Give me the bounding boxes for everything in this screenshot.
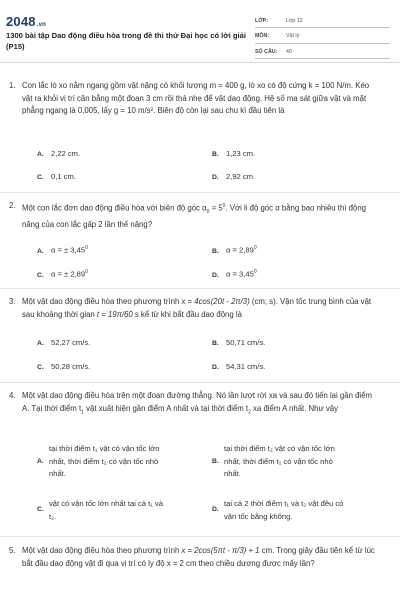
option-d[interactable] [212, 266, 257, 282]
option-b[interactable] [212, 337, 265, 350]
option-label: D. [212, 271, 219, 279]
subscript: 1 [81, 409, 84, 416]
subscript: 0 [206, 209, 210, 216]
option-label: B. [212, 247, 219, 255]
question-text [22, 390, 380, 419]
question-separator [0, 536, 400, 537]
option-label: D. [212, 506, 219, 513]
header-divider [0, 62, 400, 63]
option-line: vật có vận tốc lớn nhất tại cả t₁ và [49, 499, 163, 508]
document-header [0, 0, 400, 62]
info-label: SỐ CÂU: [255, 48, 278, 55]
question-text: Con lắc lò xo nằm ngang gồm vật nặng có khối lượng m = 400 g, lò xo có độ cứng k = 100 N/m. Kéo vật ra khỏi vị trí cân bằng một đoạn 3 cm rồi thả nhẹ để vật dao động. Hệ số ma sát giữa vật và mặt phẳng ngang là 0,005, lấy g = 10 m/s². Biên độ còn lại sau chu kì đầu tiên là [22, 81, 370, 115]
formula: x = 4cos(20t - 2π/3) [181, 297, 250, 306]
degree-sup: 0 [85, 269, 88, 275]
question-text [22, 296, 380, 321]
formula: x = 2cos(5πt - π/3) + 1 [181, 546, 260, 555]
option-label: A. [37, 247, 44, 255]
option-label: B. [212, 151, 219, 158]
option-label: A. [37, 340, 44, 347]
info-value: Vật lý [286, 33, 300, 39]
question-text-part: xa điểm A nhất. Như vậy [250, 403, 339, 413]
option-d[interactable] [212, 498, 384, 523]
question-5 [9, 545, 380, 570]
option-line: nhất, thời điểm t₂ có vận tốc nhỏ [49, 456, 159, 466]
superscript: 0 [222, 203, 226, 209]
option-text: 52,27 cm/s. [51, 338, 91, 347]
option-b[interactable] [212, 443, 384, 481]
question-4 [9, 390, 380, 419]
question-number: 4. [9, 391, 16, 400]
degree-sup: 0 [85, 245, 88, 251]
option-text: 2,92 cm. [226, 172, 256, 181]
question-text [22, 545, 380, 570]
question-text [22, 200, 380, 231]
option-line: tại thời điểm t₂ vật có vận tốc lớn [224, 444, 335, 453]
option-a[interactable] [37, 242, 88, 258]
option-text [224, 443, 384, 481]
degree-sup: 0 [253, 269, 257, 275]
logo-domain-text: .vn [36, 22, 47, 28]
question-number: 3. [9, 297, 16, 306]
formula: t = 19π/60 [96, 309, 133, 319]
option-text: 50,71 cm/s. [226, 338, 266, 347]
option-text: α = 3,45 [226, 269, 254, 279]
option-text: α = ± 2,89 [51, 269, 86, 279]
question-text-part: = 5 [209, 203, 223, 213]
question-text-part: Một vật dao động điều hòa theo phương trình [22, 297, 182, 306]
option-text [49, 498, 207, 523]
option-label: B. [212, 340, 219, 347]
option-text: α = 2,89 [226, 245, 254, 255]
option-line: vận tốc bằng không. [224, 511, 293, 521]
option-label: B. [212, 457, 219, 465]
option-text: 54,31 cm/s. [226, 362, 266, 371]
option-line: nhất, thời điểm t₁ có vận tốc nhỏ [224, 456, 333, 466]
option-text: 1,23 cm. [226, 149, 256, 158]
option-c[interactable] [37, 266, 88, 282]
question-number: 5. [9, 546, 16, 555]
option-text [49, 443, 207, 481]
question-text-part: vật xuất hiện gần điểm A nhất và tại thời điểm t [83, 403, 249, 413]
question-number: 1. [9, 81, 16, 90]
question-text-part: Một con lắc đơn dao động điều hòa với biên độ góc α [22, 203, 207, 213]
info-row-question-count [255, 45, 390, 59]
document-title: 1300 bài tập Dao động điều hòa trong đề thi thử Đại học có lời giải (P15) [6, 31, 246, 51]
option-a[interactable] [37, 337, 90, 350]
option-d[interactable] [212, 361, 265, 374]
option-line: tại thời điểm t₁ vật có vận tốc lớn [49, 444, 160, 453]
subscript: 2 [248, 409, 251, 416]
option-a[interactable] [37, 148, 80, 161]
option-c[interactable] [37, 171, 76, 184]
logo-main-text: 2048 [6, 14, 36, 29]
site-logo[interactable] [6, 14, 46, 29]
option-label: A. [37, 151, 44, 158]
question-text-part: s kể từ khi bắt đầu dao động là [132, 309, 242, 319]
option-text [224, 498, 384, 523]
question-number: 2. [9, 201, 16, 210]
question-text-part: . Với li độ góc α bằng bao nhiêu thì động năng của con lắc gấp 2 lần thế năng? [22, 203, 366, 229]
info-row-subject [255, 30, 390, 44]
info-label: LỚP: [255, 17, 269, 24]
option-label: C. [37, 174, 44, 181]
option-text: α = ± 3,45 [51, 245, 86, 255]
question-separator [0, 192, 400, 193]
option-text: 0,1 cm. [51, 172, 76, 181]
option-line: t₂. [49, 511, 57, 521]
option-label: D. [212, 364, 219, 371]
option-label: C. [37, 364, 44, 371]
option-label: A. [37, 457, 44, 465]
question-separator [0, 382, 400, 383]
degree-sup: 0 [253, 245, 257, 251]
option-text: 50,28 cm/s. [51, 362, 91, 371]
info-label: MÔN: [255, 33, 270, 39]
option-text: 2,22 cm. [51, 149, 81, 158]
option-label: C. [37, 271, 44, 279]
option-c[interactable] [37, 361, 90, 374]
option-label: C. [37, 506, 44, 513]
option-label: D. [212, 174, 219, 181]
question-2 [9, 200, 380, 231]
question-3 [9, 296, 380, 321]
question-text-part: (cm; s). Vận tốc trung bình của vật sau khoảng thời gian [22, 297, 372, 319]
option-c[interactable] [37, 498, 207, 523]
option-b[interactable] [212, 242, 257, 258]
option-line: nhất. [49, 469, 66, 478]
option-line: nhất. [224, 469, 241, 478]
info-value: 40 [286, 48, 292, 55]
option-d[interactable] [212, 171, 255, 184]
question-1 [9, 80, 380, 118]
question-text-part: Một vật dao động điều hòa trên một đoạn đường thẳng. Nó lần lượt rời xa và sau đó tiến lại gần điểm A. Tại thời điểm t [22, 391, 372, 413]
question-text-part: Một vật dao động điều hòa theo phương trình [22, 546, 182, 555]
info-value: Lớp 12 [286, 17, 303, 24]
option-a[interactable] [37, 443, 207, 481]
document-info-panel [255, 14, 390, 61]
question-separator [0, 288, 400, 289]
question-text-part: cm. Trong giây đầu tiên kể từ lúc bắt đầu dao động vật đi qua vị trí có ly độ x = 2 cm theo chiều dương được mấy lần? [22, 546, 375, 568]
option-b[interactable] [212, 148, 255, 161]
option-line: tại cả 2 thời điểm t₁ và t₂ vật đều có [224, 499, 344, 508]
info-row-class [255, 14, 390, 28]
